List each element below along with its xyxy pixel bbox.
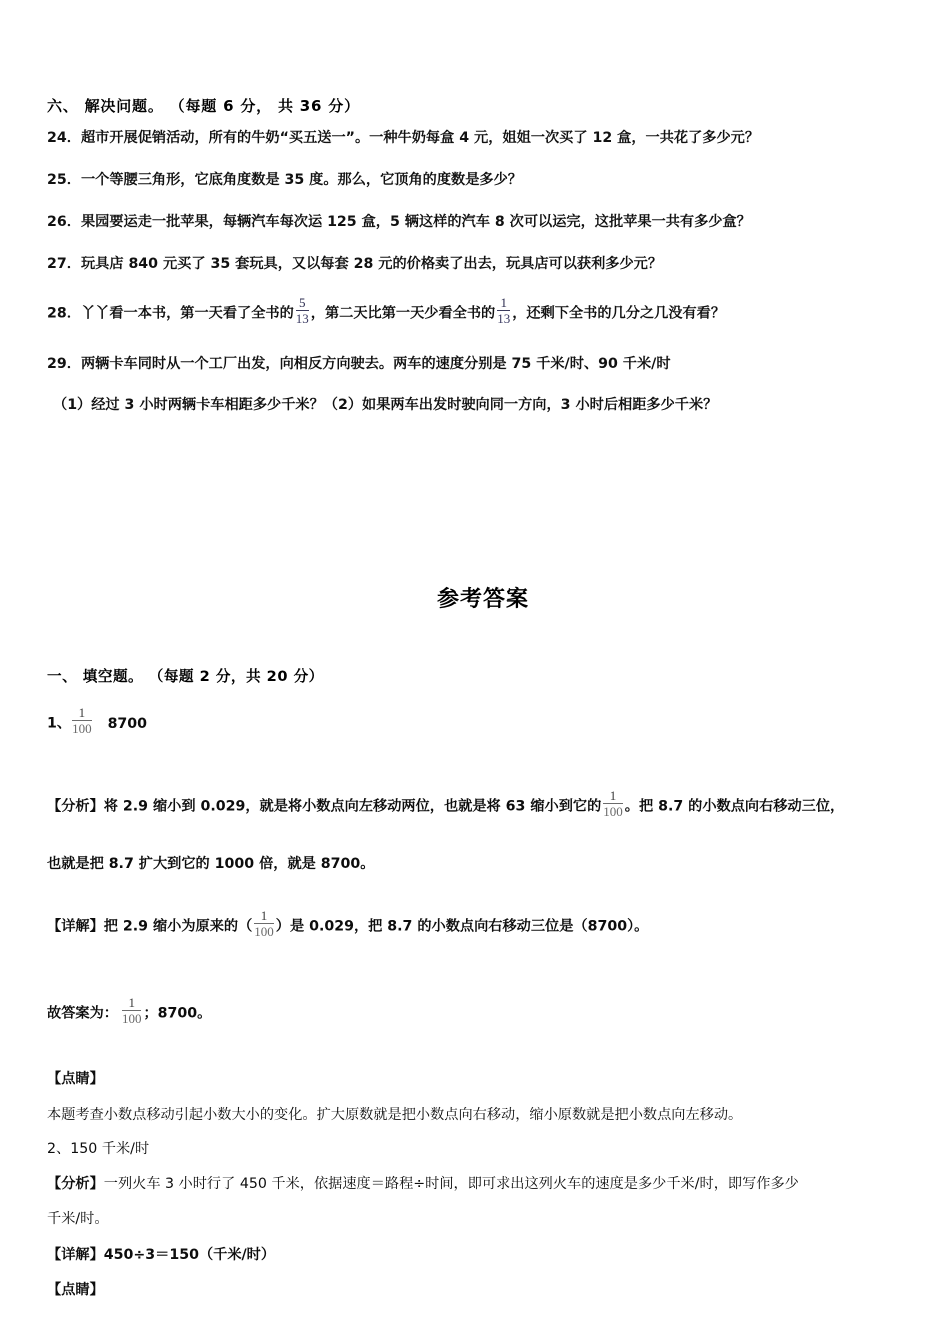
conclusion-1-text-after: ；8700。 bbox=[143, 1005, 212, 1022]
problem-29-number: 29． bbox=[47, 356, 81, 372]
detail-1 bbox=[47, 908, 919, 940]
problem-29 bbox=[47, 353, 919, 373]
problem-26 bbox=[47, 211, 919, 231]
problem-28-text-part-1: 丫丫看一本书，第一天看了全书的 bbox=[80, 305, 294, 322]
highlight-2-label: 【点睛】 bbox=[47, 1282, 104, 1299]
fraction-numerator: 5 bbox=[296, 296, 309, 311]
fraction-numerator: 1 bbox=[72, 706, 92, 721]
problem-25-text: 一个等腰三角形，它底角度数是 35 度。那么，它顶角的度数是多少？ bbox=[80, 172, 522, 188]
analysis-2-line-2: 千米/时。 bbox=[47, 1211, 109, 1228]
problem-28-number: 28． bbox=[47, 305, 81, 322]
answer-2-value: 150 千米/时 bbox=[70, 1140, 150, 1157]
problem-27-text: 玩具店 840 元买了 35 套玩具，又以每套 28 元的价格卖了出去，玩具店可以获利多少元？ bbox=[80, 256, 663, 272]
conclusion-1 bbox=[47, 995, 919, 1027]
answer-key-title: 参考答案 bbox=[436, 587, 529, 612]
analysis-1-text-after: 。把 8.7 的小数点向右移动三位， bbox=[624, 798, 845, 815]
analysis-1 bbox=[47, 787, 919, 820]
conclusion-1-label: 故答案为： bbox=[47, 1005, 118, 1022]
problem-27-number: 27． bbox=[47, 256, 81, 272]
problem-24-text: 超市开展促销活动，所有的牛奶“买五送一”。一种牛奶每盒 4 元，姐姐一次买了 12 盒，一共花了多少元？ bbox=[80, 130, 760, 146]
analysis-1-label: 【分析】 bbox=[47, 798, 104, 815]
fraction-1-100 bbox=[254, 909, 274, 938]
analysis-1-gap bbox=[47, 875, 919, 911]
answer-section-one-heading: 一、 填空题。 （每题 2 分，共 20 分） bbox=[47, 668, 324, 685]
fraction-1-100 bbox=[603, 789, 623, 818]
section-six-heading: 六、 解决问题。 （每题 6 分， 共 36 分） bbox=[47, 97, 360, 115]
detail-1-gap bbox=[47, 940, 919, 998]
fraction-numerator: 1 bbox=[603, 789, 623, 804]
detail-2 bbox=[47, 1245, 919, 1266]
title-gap bbox=[47, 613, 919, 665]
problem-28-text-part-2: ，第二天比第一天少看全书的 bbox=[310, 305, 496, 322]
problem-29-subparts-text: （1）经过 3 小时两辆卡车相距多少千米？（2）如果两车出发时驶向同一方向，3 小时后相距多少千米？ bbox=[53, 397, 718, 413]
fraction-denominator: 100 bbox=[254, 924, 274, 940]
fraction-numerator: 1 bbox=[122, 996, 142, 1011]
analysis-2-line-1: 一列火车 3 小时行了 450 千米，依据速度＝路程÷时间，即可求出这列火车的速度是多少千米/时，即写作多少 bbox=[103, 1176, 799, 1193]
problem-29-text: 两辆卡车同时从一个工厂出发，向相反方向驶去。两车的速度分别是 75 千米/时、90 千米/时 bbox=[80, 356, 671, 372]
fraction-numerator: 1 bbox=[497, 296, 510, 311]
problem-24-number: 24． bbox=[47, 130, 81, 146]
detail-2-label: 【详解】 bbox=[47, 1246, 104, 1263]
answer-1-number: 1、 bbox=[47, 715, 72, 732]
answer-2-number: 2、 bbox=[47, 1140, 71, 1157]
answer-1-gap bbox=[47, 737, 919, 791]
fraction-1-100 bbox=[122, 996, 142, 1025]
fraction-denominator: 100 bbox=[121, 1011, 142, 1027]
problem-25 bbox=[47, 169, 919, 189]
fraction-numerator: 1 bbox=[254, 909, 274, 924]
detail-2-text: 450÷3＝150（千米/时） bbox=[103, 1246, 276, 1263]
problem-26-text: 果园要运走一批苹果，每辆汽车每次运 125 盒，5 辆这样的汽车 8 次可以运完，这批苹果一共有多少盒？ bbox=[80, 214, 751, 230]
problem-28 bbox=[47, 294, 919, 327]
fraction-1-13 bbox=[497, 296, 510, 325]
highlight-1-label: 【点睛】 bbox=[47, 1071, 104, 1088]
problem-24 bbox=[47, 127, 919, 147]
fraction-denominator: 13 bbox=[295, 310, 309, 326]
problem-29-subparts bbox=[53, 394, 919, 414]
answer-2 bbox=[47, 1139, 919, 1160]
problem-27 bbox=[47, 253, 919, 273]
conclusion-1-gap bbox=[47, 1027, 919, 1069]
problem-25-number: 25． bbox=[47, 172, 81, 188]
answer-1 bbox=[47, 704, 919, 737]
problem-28-text-part-3: ，还剩下全书的几分之几没有看？ bbox=[512, 305, 726, 322]
analysis-1-line-2: 也就是把 8.7 扩大到它的 1000 倍，就是 8700。 bbox=[47, 856, 375, 872]
problem-26-number: 26． bbox=[47, 214, 81, 230]
fraction-1-100 bbox=[72, 706, 92, 735]
fraction-denominator: 100 bbox=[603, 803, 623, 819]
detail-1-text-after: ）是 0.029，把 8.7 的小数点向右移动三位是（8700）。 bbox=[275, 918, 649, 935]
analysis-2-label: 【分析】 bbox=[47, 1176, 104, 1193]
page-blank-gap bbox=[47, 414, 919, 582]
detail-1-text-before: 把 2.9 缩小为原来的（ bbox=[103, 918, 253, 935]
fraction-5-13 bbox=[296, 296, 309, 325]
analysis-2 bbox=[47, 1174, 919, 1195]
fraction-denominator: 100 bbox=[72, 720, 92, 736]
page-content bbox=[47, 95, 919, 1301]
analysis-1-text-before: 将 2.9 缩小到 0.029，就是将小数点向左移动两位，也就是将 63 缩小到它的 bbox=[103, 798, 602, 815]
fraction-denominator: 13 bbox=[497, 310, 511, 326]
detail-1-label: 【详解】 bbox=[47, 918, 104, 935]
highlight-1-text: 本题考查小数点移动引起小数大小的变化。扩大原数就是把小数点向右移动，缩小原数就是把小数点向左移动。 bbox=[47, 1106, 743, 1123]
answer-1-value: 8700 bbox=[107, 715, 148, 732]
